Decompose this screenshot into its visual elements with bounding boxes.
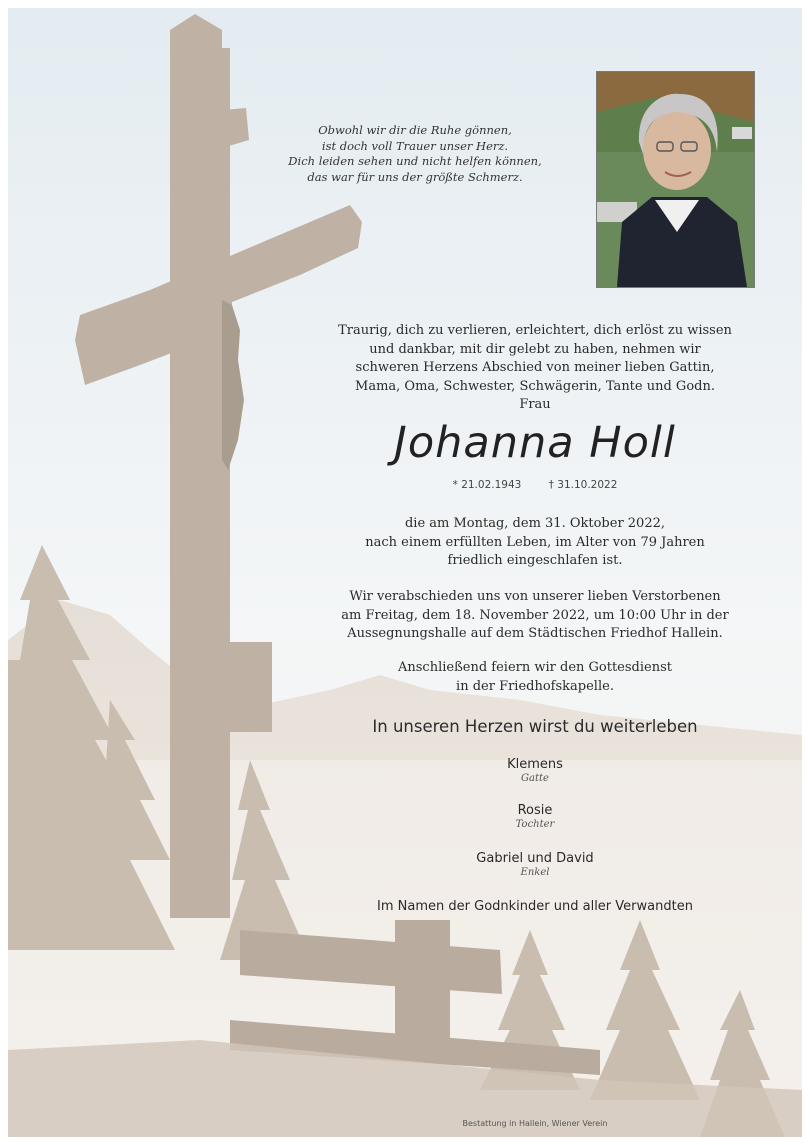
- relatives-line: Im Namen der Godnkinder und aller Verwandten: [377, 899, 693, 914]
- poem-line: ist doch voll Trauer unser Herz.: [321, 138, 509, 153]
- intro-line: Frau: [519, 397, 551, 412]
- death-date: † 31.10.2022: [548, 479, 618, 491]
- mourner-name: Rosie: [517, 803, 553, 818]
- intro-line: und dankbar, mit dir gelebt zu haben, nehmen wir: [369, 341, 701, 357]
- death-notice: [300, 515, 770, 571]
- mourner: [400, 803, 670, 830]
- mourner-name: Klemens: [507, 757, 563, 772]
- farewell-line: Wir verabschieden uns von unserer lieben Verstorbenen: [349, 589, 721, 604]
- death-notice-line: friedlich eingeschlafen ist.: [447, 553, 623, 568]
- funeral-home-footer: Bestattung in Hallein, Wiener Verein: [462, 1119, 608, 1128]
- mourner-relation: Enkel: [520, 867, 550, 878]
- mourner-relation: Gatte: [521, 773, 549, 784]
- farewell-notice: [290, 588, 780, 644]
- portrait-photo: [596, 71, 755, 288]
- service-line: Anschließend feiern wir den Gottesdienst: [398, 660, 672, 675]
- death-notice-line: die am Montag, dem 31. Oktober 2022,: [404, 516, 666, 531]
- mourner: [400, 757, 670, 784]
- intro-text: [300, 322, 770, 415]
- intro-line: Traurig, dich zu verlieren, erleichtert, dich erlöst zu wissen: [338, 323, 732, 338]
- mourner-name: Gabriel und David: [476, 851, 594, 866]
- poem-line: Obwohl wir dir die Ruhe gönnen,: [318, 123, 512, 137]
- service-line: in der Friedhofskapelle.: [456, 678, 614, 694]
- deceased-name: Johanna Holl: [394, 418, 676, 468]
- farewell-line: am Freitag, dem 18. November 2022, um 10:00 Uhr in der: [341, 607, 729, 623]
- poem-line: Dich leiden sehen und nicht helfen können,: [288, 154, 542, 169]
- intro-line: schweren Herzens Abschied von meiner lieben Gattin,: [355, 360, 715, 375]
- farewell-line: Aussegnungshalle auf dem Städtischen Friedhof Hallein.: [347, 626, 723, 641]
- life-dates: [300, 479, 770, 491]
- death-notice-line: nach einem erfüllten Leben, im Alter von 79 Jahren: [365, 534, 705, 550]
- intro-line: Mama, Oma, Schwester, Schwägerin, Tante und Godn.: [355, 378, 715, 394]
- mourner-relation: Tochter: [515, 819, 555, 830]
- poem-line: das war für uns der größte Schmerz.: [307, 169, 523, 184]
- poem: [270, 123, 560, 185]
- mourner: [400, 851, 670, 878]
- service-notice: [300, 659, 770, 696]
- birth-date: * 21.02.1943: [452, 479, 522, 491]
- motto: In unseren Herzen wirst du weiterleben: [372, 717, 698, 736]
